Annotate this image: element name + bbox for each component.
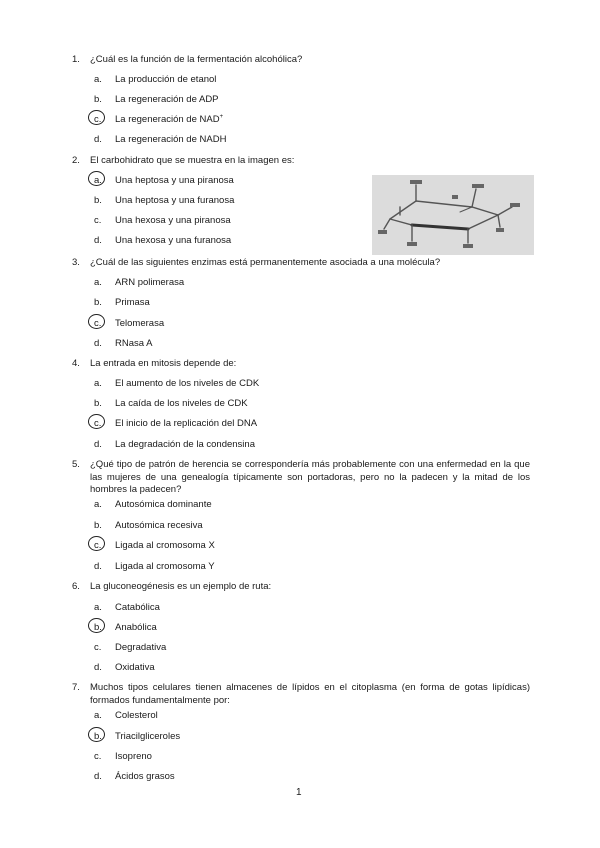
option-letter: d. [94, 561, 102, 572]
question-number: 6. [72, 581, 80, 592]
question-number: 5. [72, 459, 80, 470]
option-text: RNasa A [115, 338, 153, 349]
option-text: La producción de etanol [115, 74, 217, 85]
question-text: ¿Cuál de las siguientes enzimas está permanentemente asociada a una molécula? [90, 257, 441, 268]
option-text: Anabólica [115, 622, 157, 633]
option-letter: b. [94, 731, 102, 742]
option-text: Colesterol [115, 710, 158, 721]
page-number: 1 [296, 787, 302, 798]
option-letter: b. [94, 622, 102, 633]
option-letter: a. [94, 499, 102, 510]
question-text: ¿Qué tipo de patrón de herencia se correspondería más probablemente con una enfermedad en la que las mujeres de una genealogía típicamente son portadoras, pero no la padecen y la mitad de los hombres la padecen? [90, 459, 530, 496]
option-text: La regeneración de NADH [115, 134, 227, 145]
option-letter: c. [94, 114, 102, 125]
option-text: Telomerasa [115, 318, 165, 329]
option-text: Oxidativa [115, 662, 155, 673]
option-text: Primasa [115, 297, 150, 308]
option-letter: b. [94, 398, 102, 409]
option-letter: c. [94, 418, 102, 429]
option-letter: c. [94, 540, 102, 551]
option-letter: a. [94, 277, 102, 288]
option-text: Ligada al cromosoma X [115, 540, 215, 551]
question-text: ¿Cuál es la función de la fermentación alcohólica? [90, 54, 303, 65]
option-letter: b. [94, 195, 102, 206]
question-number: 7. [72, 682, 80, 693]
option-text: Una hexosa y una furanosa [115, 235, 232, 246]
question-text: La entrada en mitosis depende de: [90, 358, 237, 369]
option-letter: c. [94, 751, 102, 762]
option-text: Autosómica recesiva [115, 520, 203, 531]
option-letter: b. [94, 520, 102, 531]
option-text: La regeneración de NAD+ [115, 113, 224, 125]
option-text: ARN polimerasa [115, 277, 185, 288]
question-number: 1. [72, 54, 80, 65]
option-letter: a. [94, 710, 102, 721]
option-letter: c. [94, 318, 102, 329]
option-text: Ácidos grasos [115, 771, 175, 782]
option-letter: d. [94, 235, 102, 246]
option-letter: d. [94, 338, 102, 349]
question-number: 3. [72, 257, 80, 268]
question-text: Muchos tipos celulares tienen almacenes de lípidos en el citoplasma (en forma de gotas lipídicas) formados fundamentalmente por: [90, 682, 530, 706]
option-text: Degradativa [115, 642, 167, 653]
option-letter: a. [94, 602, 102, 613]
option-text: La regeneración de ADP [115, 94, 219, 105]
question-text: La gluconeogénesis es un ejemplo de ruta: [90, 581, 272, 592]
option-letter: a. [94, 74, 102, 85]
option-letter: b. [94, 94, 102, 105]
option-letter: d. [94, 662, 102, 673]
option-letter: d. [94, 439, 102, 450]
option-text: Ligada al cromosoma Y [115, 561, 215, 572]
option-letter: a. [94, 175, 102, 186]
option-text: La degradación de la condensina [115, 439, 255, 450]
option-letter: d. [94, 134, 102, 145]
option-text: El aumento de los niveles de CDK [115, 378, 260, 389]
question-number: 4. [72, 358, 80, 369]
option-letter: c. [94, 642, 102, 653]
option-letter: c. [94, 215, 102, 226]
option-text: Una heptosa y una furanosa [115, 195, 235, 206]
option-letter: a. [94, 378, 102, 389]
option-text: Isopreno [115, 751, 152, 762]
option-text: Una heptosa y una piranosa [115, 175, 234, 186]
option-text: Una hexosa y una piranosa [115, 215, 231, 226]
option-text: La caída de los niveles de CDK [115, 398, 248, 409]
option-text: Triacilgliceroles [115, 731, 181, 742]
option-text: El inicio de la replicación del DNA [115, 418, 258, 429]
option-text: Autosómica dominante [115, 499, 212, 510]
question-number: 2. [72, 155, 80, 166]
option-letter: b. [94, 297, 102, 308]
carbohydrate-structure-image [372, 175, 534, 255]
question-text: El carbohidrato que se muestra en la imagen es: [90, 155, 295, 166]
option-text: Catabólica [115, 602, 160, 613]
option-letter: d. [94, 771, 102, 782]
